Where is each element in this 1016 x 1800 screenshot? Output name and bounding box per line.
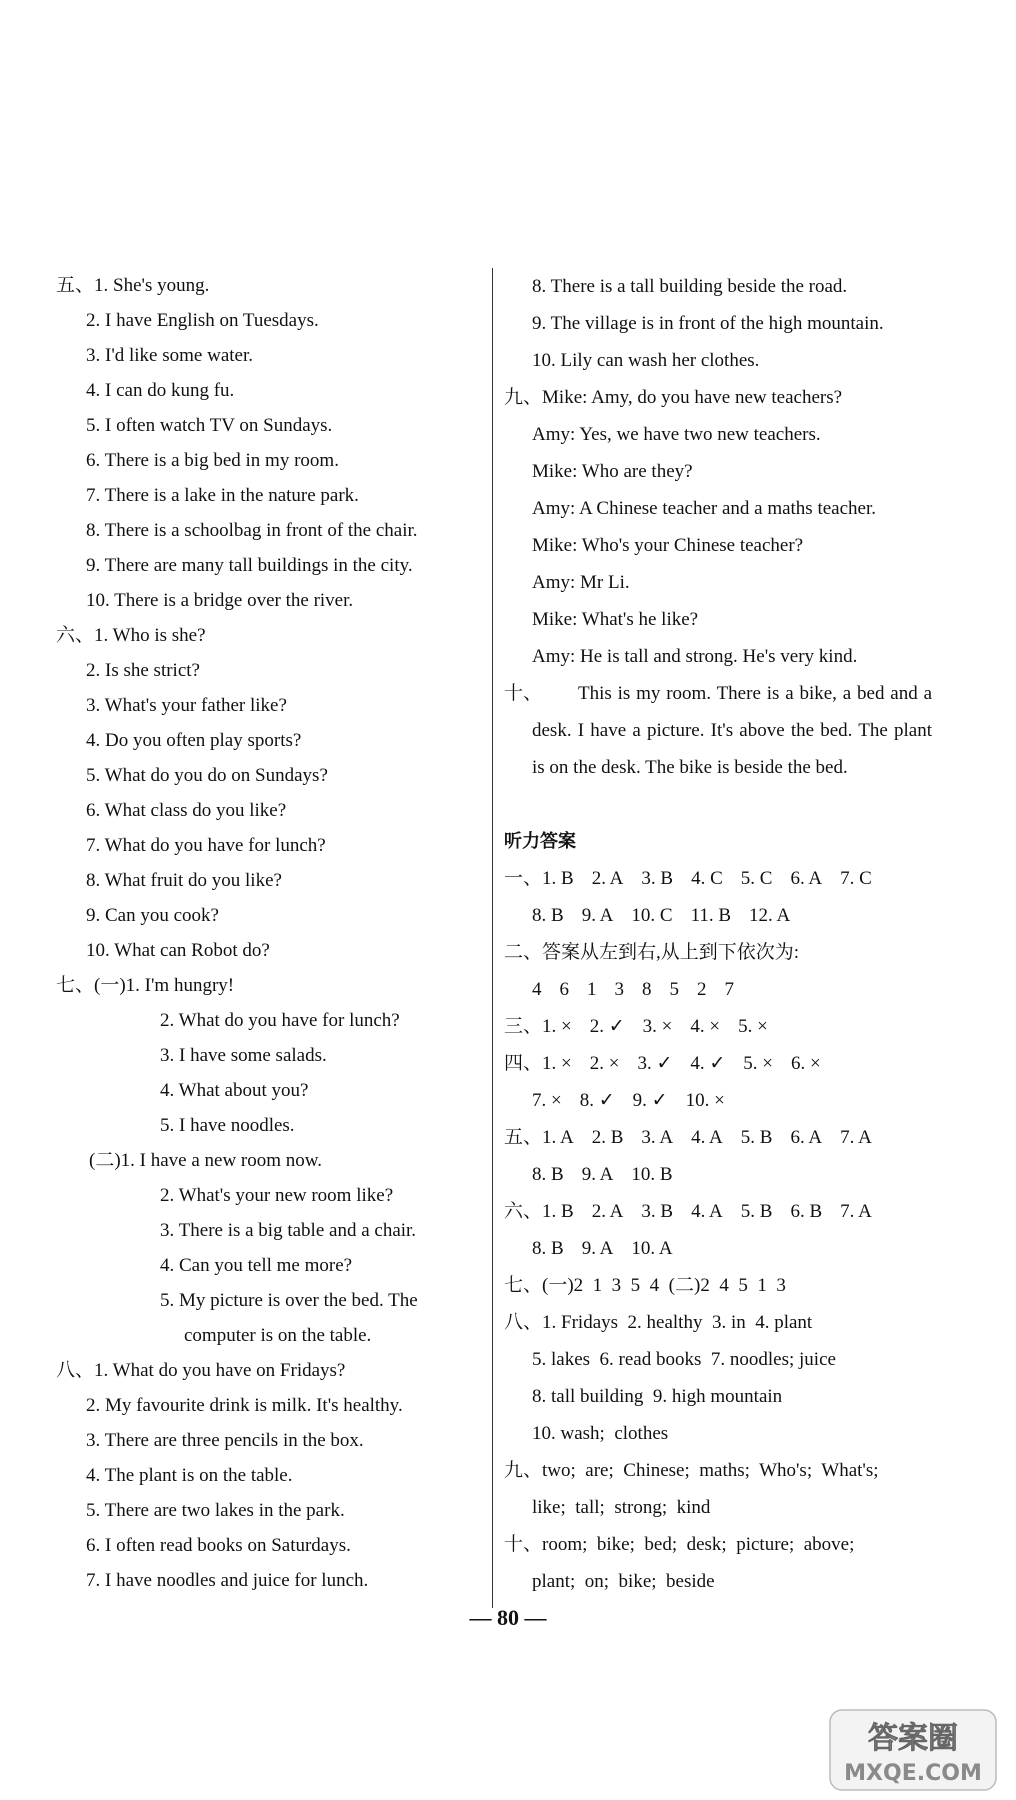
answer-row: 六、1. B 2. A 3. B 4. A 5. B 6. B 7. A <box>504 1201 872 1222</box>
answer-row: 5. lakes 6. read books 7. noodles; juice <box>532 1349 836 1370</box>
list-item: 5. What do you do on Sundays? <box>86 765 328 786</box>
answer-row: 8. B 9. A 10. C 11. B 12. A <box>532 905 791 926</box>
answer-row: 8. tall building 9. high mountain <box>532 1386 783 1407</box>
list-item: 2. I have English on Tuesdays. <box>86 310 319 331</box>
answer-row: plant; on; bike; beside <box>532 1571 715 1592</box>
list-item: 6. I often read books on Saturdays. <box>86 1535 351 1556</box>
list-item: 9. There are many tall buildings in the city. <box>86 555 413 576</box>
answer-row: 三、1. × 2. ✓ 3. × 4. × 5. × <box>504 1016 768 1037</box>
list-item: 4. I can do kung fu. <box>86 380 235 401</box>
list-item: 4. The plant is on the table. <box>86 1465 293 1486</box>
right-column <box>504 268 944 1600</box>
list-item: (二)1. I have a new room now. <box>89 1150 323 1171</box>
list-item: 7. I have noodles and juice for lunch. <box>86 1570 369 1591</box>
list-item: 2. What do you have for lunch? <box>160 1010 400 1031</box>
answer-row: 8. B 9. A 10. A <box>532 1238 673 1259</box>
list-item: 6. There is a big bed in my room. <box>86 450 339 471</box>
paragraph-text: This is my room. There is a bike, a bed and a desk. I have a picture. It's above the bed. The plant is on the desk. The bike is beside the bed. <box>532 683 932 778</box>
answer-row: 7. × 8. ✓ 9. ✓ 10. × <box>532 1090 725 1111</box>
section-marker: 六、 <box>56 625 95 646</box>
dialogue-line: Amy: A Chinese teacher and a maths teacher. <box>532 498 876 519</box>
part-marker: (一) <box>94 975 126 996</box>
list-item: 4. Can you tell me more? <box>160 1255 353 1276</box>
list-item: 7. What do you have for lunch? <box>86 835 326 856</box>
dialogue-line: Amy: Yes, we have two new teachers. <box>532 424 821 445</box>
list-item: 3. I'd like some water. <box>86 345 253 366</box>
section-marker: 八、 <box>56 1360 95 1381</box>
dialogue-line: 九、Mike: Amy, do you have new teachers? <box>504 379 944 416</box>
answer-row: 10. wash; clothes <box>532 1423 669 1444</box>
dialogue-line: Mike: What's he like? <box>532 609 699 630</box>
watermark-logo-icon <box>828 1706 998 1792</box>
answer-row: 4 6 1 3 8 5 2 7 <box>532 979 734 1000</box>
list-item-continuation: computer is on the table. <box>184 1325 372 1346</box>
section-marker: 九、 <box>504 387 543 408</box>
answer-row: 九、two; are; Chinese; maths; Who's; What's; <box>504 1460 879 1481</box>
watermark-text-top: 答案圈 <box>868 1721 958 1756</box>
list-item: 9. Can you cook? <box>86 905 219 926</box>
watermark-logo <box>828 1706 998 1792</box>
section-heading: 听力答案 <box>504 831 576 852</box>
list-item: 5. There are two lakes in the park. <box>86 1500 345 1521</box>
list-item: 七、(一)1. I'm hungry! <box>56 968 481 1003</box>
list-item: 8. There is a tall building beside the road. <box>532 276 848 297</box>
answer-row: 8. B 9. A 10. B <box>532 1164 673 1185</box>
section-8-continued <box>504 268 944 379</box>
dialogue-line: Amy: Mr Li. <box>532 572 630 593</box>
section-9-dialogue <box>504 379 944 675</box>
list-item: 5. I have noodles. <box>160 1115 295 1136</box>
list-item: 五、1. She's young. <box>56 268 481 303</box>
section-marker: 五、 <box>56 275 95 296</box>
section-8 <box>56 1353 481 1598</box>
list-item: 2. What's your new room like? <box>160 1185 394 1206</box>
answer-row: 八、1. Fridays 2. healthy 3. in 4. plant <box>504 1312 813 1333</box>
answer-row: 五、1. A 2. B 3. A 4. A 5. B 6. A 7. A <box>504 1127 872 1148</box>
answer-row: 一、1. B 2. A 3. B 4. C 5. C 6. A 7. C <box>504 868 872 889</box>
dialogue-line: Mike: Who are they? <box>532 461 693 482</box>
list-item: 3. I have some salads. <box>160 1045 327 1066</box>
list-item: 3. There is a big table and a chair. <box>160 1220 417 1241</box>
list-item: 6. What class do you like? <box>86 800 287 821</box>
list-item: 2. My favourite drink is milk. It's healthy. <box>86 1395 403 1416</box>
list-item: 4. What about you? <box>160 1080 309 1101</box>
answer-row: 四、1. × 2. × 3. ✓ 4. ✓ 5. × 6. × <box>504 1053 821 1074</box>
list-item: 10. Lily can wash her clothes. <box>532 350 760 371</box>
answer-row: 七、(一)2 1 3 5 4 (二)2 4 5 1 3 <box>504 1275 786 1296</box>
listening-answers <box>504 823 944 1600</box>
watermark-text-bottom: MXQE.COM <box>844 1761 982 1786</box>
list-item: 9. The village is in front of the high mountain. <box>532 313 884 334</box>
section-6 <box>56 618 481 968</box>
section-marker: 十、 <box>504 683 543 704</box>
dialogue-line: Amy: He is tall and strong. He's very kind. <box>532 646 858 667</box>
list-item: 5. I often watch TV on Sundays. <box>86 415 333 436</box>
list-item: 4. Do you often play sports? <box>86 730 302 751</box>
answer-row: like; tall; strong; kind <box>532 1497 711 1518</box>
part-marker: (二) <box>89 1150 121 1171</box>
section-5 <box>56 268 481 618</box>
list-item: 5. My picture is over the bed. The <box>160 1290 418 1311</box>
page-number: — 80 — <box>469 1605 547 1630</box>
list-item: 六、1. Who is she? <box>56 618 481 653</box>
answer-row: 十、room; bike; bed; desk; picture; above; <box>504 1534 855 1555</box>
list-item: 7. There is a lake in the nature park. <box>86 485 359 506</box>
list-item: 10. There is a bridge over the river. <box>86 590 354 611</box>
list-item: 3. What's your father like? <box>86 695 287 716</box>
section-marker: 七、 <box>56 975 95 996</box>
section-10-paragraph <box>504 675 944 823</box>
dialogue-line: Mike: Who's your Chinese teacher? <box>532 535 804 556</box>
list-item: 八、1. What do you have on Fridays? <box>56 1353 481 1388</box>
list-item: 8. What fruit do you like? <box>86 870 282 891</box>
list-item: 2. Is she strict? <box>86 660 200 681</box>
column-divider <box>492 268 493 1608</box>
section-7 <box>56 968 481 1353</box>
list-item: 10. What can Robot do? <box>86 940 270 961</box>
list-item: 8. There is a schoolbag in front of the chair. <box>86 520 418 541</box>
left-column <box>56 268 481 1598</box>
list-item: 3. There are three pencils in the box. <box>86 1430 364 1451</box>
answer-row: 二、答案从左到右,从上到下依次为: <box>504 942 800 963</box>
